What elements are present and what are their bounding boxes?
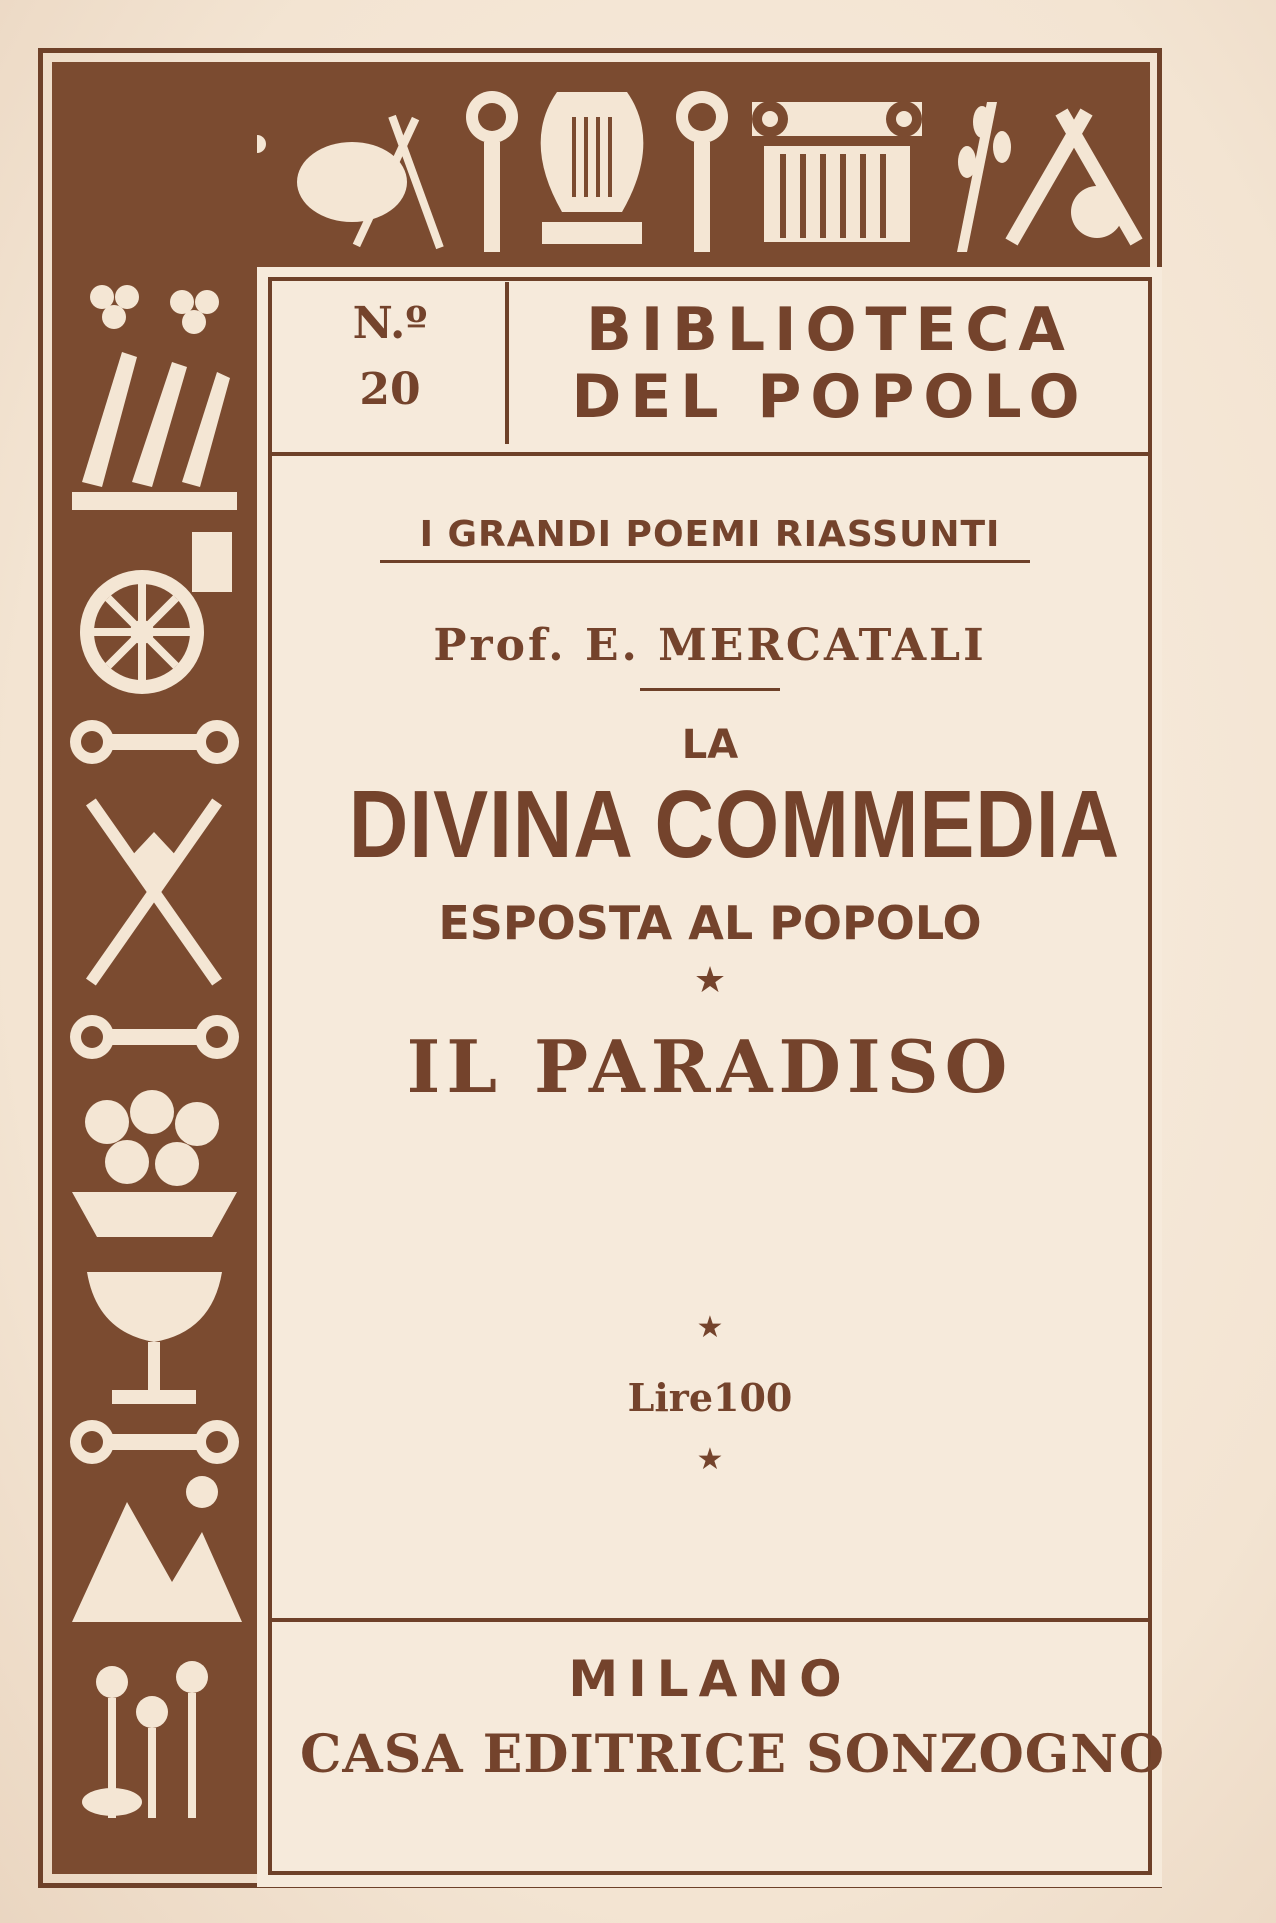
header-divider <box>505 282 509 444</box>
scroll-ornament-icon <box>70 1015 239 1059</box>
header-rule <box>268 452 1152 456</box>
title-article: LA <box>681 722 739 768</box>
tools-icon <box>1005 109 1142 246</box>
number-value: 20 <box>359 364 421 415</box>
main-title: DIVINA COMMEDIA <box>348 771 1121 878</box>
grapes-icon <box>90 285 219 334</box>
title-separator-star: ★ <box>693 960 727 1001</box>
mountains-icon <box>72 1476 242 1622</box>
chalice-icon <box>87 1272 222 1404</box>
scroll-ornament-icon <box>676 91 728 252</box>
swords-icon <box>86 798 222 985</box>
scroll-ornament-icon <box>70 1420 239 1464</box>
sheaves-icon <box>72 352 237 510</box>
imprint-publisher: CASA EDITRICE SONZOGNO <box>300 1724 1166 1785</box>
author-name: Prof. E. MERCATALI <box>433 620 987 671</box>
palette-icon <box>297 115 444 249</box>
part-title: IL PARADISO <box>406 1024 1014 1109</box>
author-rule <box>640 688 780 691</box>
imprint-city: MILANO <box>568 1650 852 1708</box>
collection-underline <box>380 560 1030 563</box>
left-ornament-band <box>52 62 257 1874</box>
number-label: N.º <box>352 298 428 349</box>
flowers-icon <box>82 1661 208 1818</box>
series-title-line2: DEL POPOLO <box>571 362 1089 432</box>
price-star-top: ★ <box>696 1310 724 1345</box>
wheel-icon <box>80 532 232 694</box>
left-ornament-artwork <box>52 62 257 1874</box>
collection-name: I GRANDI POEMI RIASSUNTI <box>419 514 1001 555</box>
wheat-icon <box>957 102 1011 252</box>
title-subtitle: ESPOSTA AL POPOLO <box>438 896 982 950</box>
lyre-icon <box>541 92 644 244</box>
scroll-ornament-icon <box>466 91 518 252</box>
series-title-line1: BIBLIOTECA <box>586 295 1074 365</box>
scroll-ornament-icon <box>70 720 239 764</box>
price-text: Lire100 <box>627 1375 793 1420</box>
ionic-column-icon <box>752 101 922 242</box>
fruit-basket-icon <box>72 1090 237 1237</box>
price-star-bottom: ★ <box>696 1442 724 1477</box>
imprint-rule <box>268 1618 1152 1622</box>
